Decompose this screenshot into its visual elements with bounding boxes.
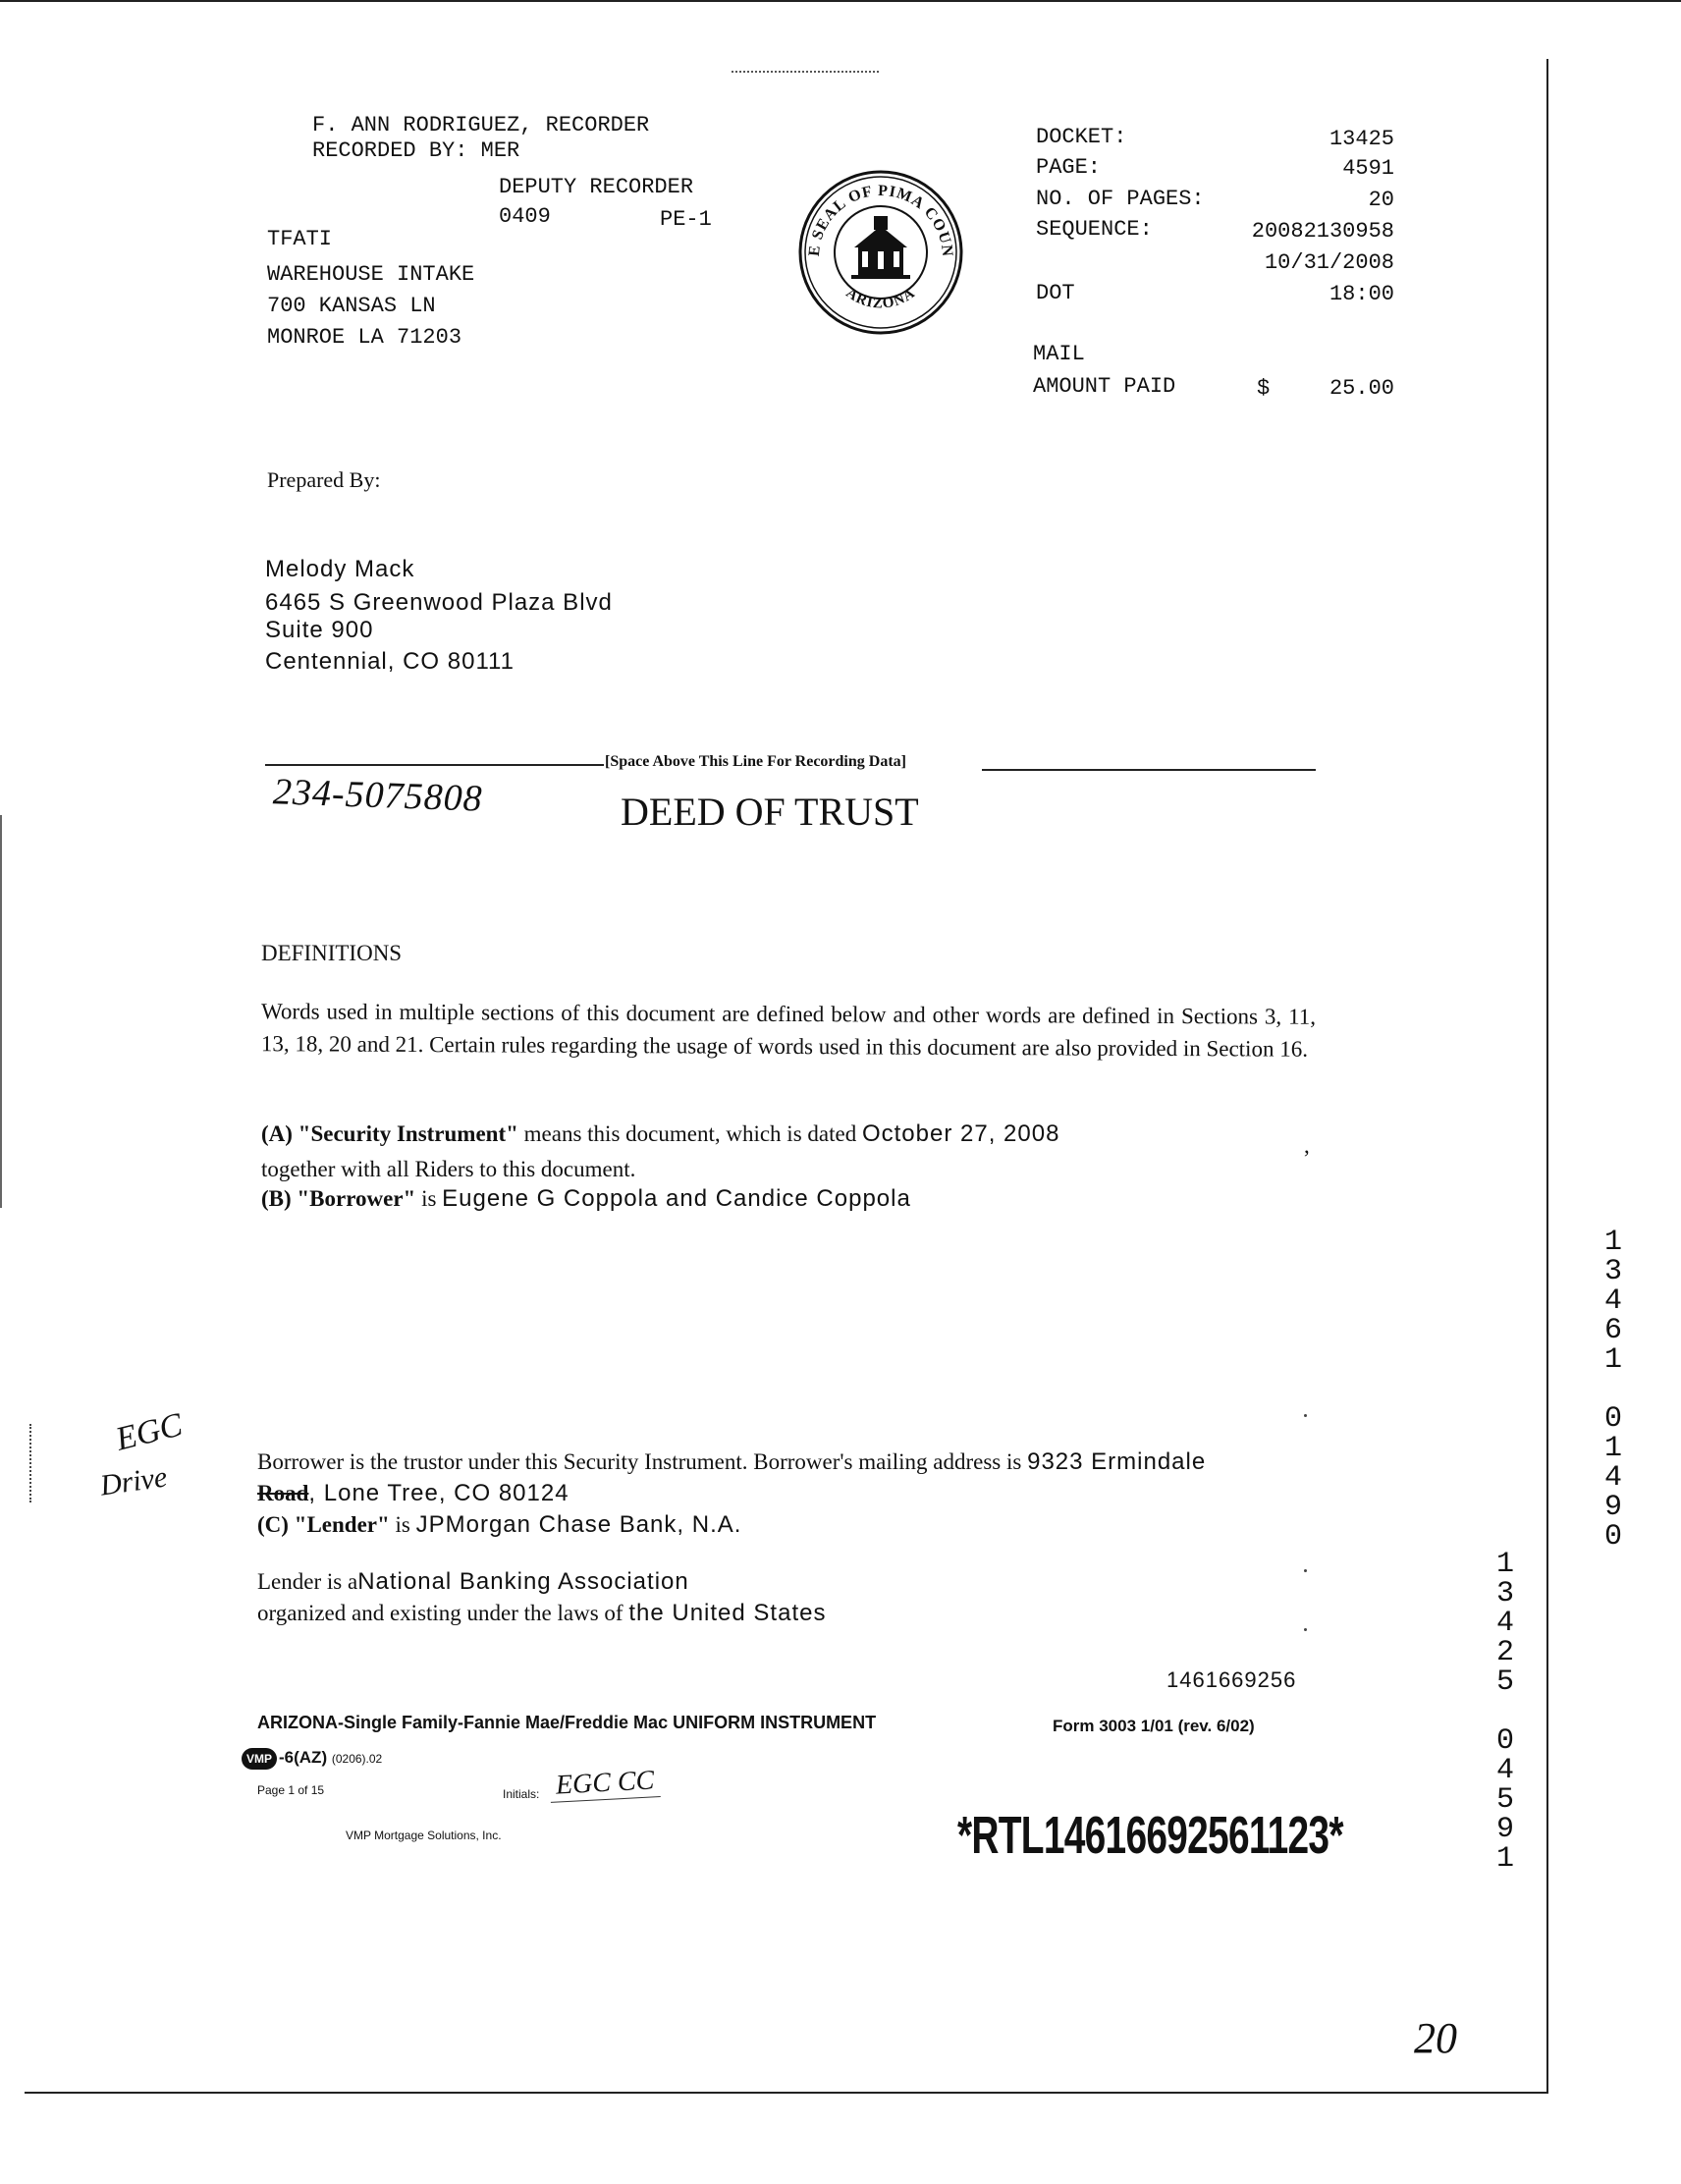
lender-type-line — [257, 1565, 689, 1598]
recorded-date: 10/31/2008 — [1264, 250, 1394, 275]
document-title: DEED OF TRUST — [621, 790, 919, 834]
trustor-city-line — [257, 1477, 569, 1509]
amount-value: 25.00 — [1329, 376, 1394, 401]
page-of-total: Page 1 of 15 — [257, 1783, 325, 1797]
margin-note-initials: EGC — [112, 1406, 187, 1458]
margin-dotted-line — [29, 1424, 31, 1502]
form-dot — [1304, 1628, 1307, 1631]
definition-b — [261, 1182, 1322, 1215]
vmp-company: VMP Mortgage Solutions, Inc. — [346, 1829, 502, 1842]
top-border-line — [0, 0, 1681, 2]
organized-text: organized and existing under the laws of — [257, 1601, 629, 1625]
bottom-border-line — [25, 2092, 1546, 2094]
recording-line-left — [265, 764, 604, 766]
preparer-name: Melody Mack — [265, 556, 415, 582]
handwritten-file-number: 234-5075808 — [272, 771, 484, 820]
top-dashed-mark — [732, 71, 879, 73]
form-state-rest: -Single Family-Fannie Mae/Freddie Mac UNIFORM INSTRUMENT — [338, 1713, 877, 1732]
page-value: 4591 — [1342, 156, 1394, 181]
recording-line-label: [Space Above This Line For Recording Data] — [605, 753, 906, 770]
borrower-address-city: , Lone Tree, CO 80124 — [308, 1480, 569, 1506]
borrower-address-street: 9323 Ermindale — [1027, 1448, 1207, 1475]
courthouse-icon — [851, 216, 910, 279]
page-label: PAGE: — [1036, 155, 1102, 180]
loan-number: 1461669256 — [1166, 1667, 1297, 1692]
vmp-code-small: (0206).02 — [331, 1752, 383, 1766]
definition-c-label: (C) "Lender" — [257, 1512, 390, 1537]
seal-top-text: E SEAL OF PIMA COUN — [805, 182, 956, 258]
form-dot — [1304, 1414, 1307, 1417]
definitions-intro: Words used in multiple sections of this document are defined below and other words are defined in Sections 3, 11, 13, 18, 20 and 21. Certain rules regarding the usage of words used in this document are also provided in Section 16. — [260, 999, 1317, 1062]
recording-line-right — [982, 769, 1316, 771]
preparer-address2: Suite 900 — [265, 617, 374, 643]
borrower-names: Eugene G Coppola and Candice Coppola — [442, 1185, 911, 1212]
return-to-line3: 700 KANSAS LN — [267, 294, 436, 318]
recorder-name: F. ANN RODRIGUEZ, RECORDER — [312, 113, 650, 137]
lender-is-text: Lender is a — [257, 1569, 358, 1594]
barcode-text: *RTL14616692561123* — [957, 1806, 1343, 1865]
definition-c — [257, 1508, 741, 1541]
vmp-code: -6(AZ) — [279, 1748, 328, 1767]
vmp-form-code — [279, 1748, 382, 1768]
definition-a — [261, 1118, 1322, 1150]
return-to-line4: MONROE LA 71203 — [267, 325, 462, 350]
return-to-line2: WAREHOUSE INTAKE — [267, 262, 475, 287]
security-instrument-date: October 27, 2008 — [861, 1120, 1060, 1147]
form-dot — [1304, 1569, 1307, 1572]
side-number-upper: 1 3 4 6 1 0 1 4 9 0 — [1603, 1226, 1622, 1554]
sequence-label: SEQUENCE: — [1036, 217, 1153, 242]
recorder-code: 0409 — [499, 204, 551, 229]
handwritten-page-count: 20 — [1414, 2014, 1457, 2062]
form-state-bold: ARIZONA — [257, 1713, 338, 1732]
sequence-value: 20082130958 — [1251, 219, 1394, 244]
vmp-logo: VMP — [242, 1748, 277, 1770]
preparer-city: Centennial, CO 80111 — [265, 648, 515, 675]
definition-a-text: means this document, which is dated — [517, 1121, 862, 1146]
mail-label: MAIL — [1033, 342, 1085, 366]
definition-a-continuation: together with all Riders to this document. — [261, 1157, 636, 1181]
pages-value: 20 — [1368, 188, 1394, 212]
pages-label: NO. OF PAGES: — [1036, 187, 1205, 211]
svg-text:ARIZONA — [843, 285, 919, 311]
county-seal — [797, 169, 964, 336]
form-state-line — [257, 1713, 876, 1733]
definition-b-label: (B) "Borrower" — [261, 1186, 416, 1211]
side-number-lower: 1 3 4 2 5 0 4 5 9 1 — [1495, 1548, 1514, 1876]
deputy-recorder: DEPUTY RECORDER — [499, 175, 694, 199]
margin-note-drive: Drive — [97, 1460, 170, 1502]
dot-label: DOT — [1036, 281, 1075, 305]
docket-label: DOCKET: — [1036, 125, 1127, 149]
recorder-pe: PE-1 — [660, 207, 712, 232]
form-number: Form 3003 1/01 (rev. 6/02) — [1053, 1717, 1255, 1735]
amount-currency: $ — [1257, 376, 1271, 401]
prepared-by-label: Prepared By: — [267, 467, 381, 492]
amount-label: AMOUNT PAID — [1033, 374, 1176, 399]
left-edge-mark — [0, 815, 2, 1208]
recorded-by: RECORDED BY: MER — [312, 138, 520, 163]
governing-laws: the United States — [628, 1600, 827, 1626]
seal-bottom-text: ARIZONA — [842, 285, 919, 312]
recorded-time: 18:00 — [1329, 282, 1394, 306]
definition-b-text: is — [415, 1186, 443, 1211]
return-to-line1: TFATI — [267, 227, 333, 251]
definition-a-label: (A) "Security Instrument" — [261, 1121, 518, 1146]
trustor-line — [257, 1446, 1337, 1478]
preparer-address1: 6465 S Greenwood Plaza Blvd — [265, 589, 613, 616]
trustor-text: Borrower is the trustor under this Security Instrument. Borrower's mailing address is — [257, 1449, 1028, 1474]
initials-label: Initials: — [503, 1787, 540, 1801]
initials-signature: EGC CC — [549, 1765, 661, 1803]
struck-word: Road — [257, 1481, 309, 1505]
definitions-heading: DEFINITIONS — [261, 941, 403, 965]
organized-line — [257, 1597, 826, 1629]
right-border-line — [1546, 59, 1548, 2094]
lender-type: National Banking Association — [357, 1568, 689, 1595]
lender-name: JPMorgan Chase Bank, N.A. — [415, 1511, 742, 1538]
definition-a-comma: , — [1304, 1133, 1310, 1158]
definition-c-text: is — [389, 1512, 416, 1537]
docket-value: 13425 — [1329, 127, 1394, 151]
